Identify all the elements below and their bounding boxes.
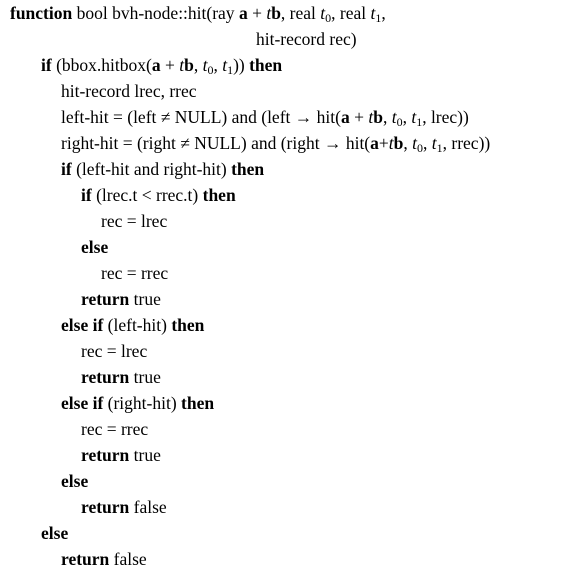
code-text: right-hit = (right ≠ NULL) and (right → hit( <box>61 133 371 153</box>
code-line <box>61 80 197 102</box>
code-line <box>61 392 214 414</box>
code-line <box>61 470 88 492</box>
keyword: then <box>171 315 205 335</box>
subscript: 1 <box>436 141 443 155</box>
code-line <box>61 548 147 570</box>
code-text: true <box>129 289 161 309</box>
code-text: left-hit = (left ≠ NULL) and (left → hit( <box>61 107 341 127</box>
keyword: return <box>81 289 130 309</box>
keyword: if <box>61 159 72 179</box>
code-text: + <box>349 107 369 127</box>
code-text: rec = lrec <box>81 341 148 361</box>
code-text: , lrec)) <box>422 107 469 127</box>
subscript: 0 <box>325 11 332 25</box>
code-text: )) <box>233 55 250 75</box>
keyword: then <box>181 393 215 413</box>
code-line <box>256 28 357 50</box>
code-text: + <box>247 3 267 23</box>
keyword: else <box>81 237 109 257</box>
code-text: t <box>370 3 376 23</box>
code-line <box>101 262 168 284</box>
code-line <box>81 236 108 258</box>
keyword: return <box>81 445 130 465</box>
code-text: , <box>382 107 392 127</box>
code-text: b <box>373 107 383 127</box>
code-line <box>81 184 236 206</box>
code-text: t <box>222 55 228 75</box>
subscript: 0 <box>417 141 423 155</box>
code-text: (left-hit and right-hit) <box>71 159 232 179</box>
code-text: false <box>129 497 167 517</box>
code-line <box>10 2 386 24</box>
keyword: then <box>249 55 283 75</box>
code-line <box>81 496 167 518</box>
code-text: (left-hit) <box>103 315 172 335</box>
keyword: else if <box>61 315 104 335</box>
keyword: else if <box>61 393 104 413</box>
code-text: a <box>340 107 350 127</box>
code-text: false <box>109 549 147 569</box>
keyword: function <box>10 3 73 23</box>
keyword: return <box>81 497 130 517</box>
keyword: return <box>61 549 110 569</box>
code-text: t <box>412 133 417 153</box>
code-text: hit-record lrec, rrec <box>61 81 197 101</box>
code-line <box>81 444 161 466</box>
code-text: t <box>368 107 374 127</box>
code-text: , <box>213 55 223 75</box>
code-text: t <box>388 133 394 153</box>
code-text: , <box>402 107 412 127</box>
subscript: 1 <box>375 11 382 25</box>
code-line <box>41 54 282 76</box>
code-text: a <box>238 3 248 23</box>
keyword: else <box>61 471 89 491</box>
code-text: (right-hit) <box>103 393 182 413</box>
code-line <box>81 418 148 440</box>
code-text: , rrec)) <box>442 133 491 153</box>
code-text: , real <box>331 3 371 23</box>
code-text: rec = lrec <box>101 211 168 231</box>
code-text: , <box>423 133 432 153</box>
code-text: true <box>129 367 161 387</box>
code-line <box>61 132 490 154</box>
code-text: b <box>184 55 194 75</box>
code-text: t <box>179 55 185 75</box>
code-text: bool bvh-node::hit(ray <box>72 3 239 23</box>
code-text: true <box>129 445 161 465</box>
code-line <box>61 314 204 336</box>
code-text: , real <box>280 3 321 23</box>
code-line <box>61 158 264 180</box>
code-text: t <box>431 133 437 153</box>
code-text: , <box>403 133 413 153</box>
keyword: else <box>41 523 69 543</box>
code-text: b <box>393 133 404 153</box>
code-text: , <box>193 55 203 75</box>
keyword: return <box>81 367 130 387</box>
code-line <box>81 340 147 362</box>
code-text: t <box>202 55 208 75</box>
code-text: a <box>370 133 379 153</box>
subscript: 0 <box>207 63 214 77</box>
code-text: t <box>391 107 397 127</box>
subscript: 1 <box>227 63 234 77</box>
code-text: a <box>151 55 161 75</box>
subscript: 1 <box>416 115 423 129</box>
code-text: (lrec.t < rrec.t) <box>91 185 203 205</box>
keyword: then <box>202 185 236 205</box>
code-text: rec = rrec <box>101 263 169 283</box>
code-text: t <box>411 107 417 127</box>
code-text: t <box>320 3 326 23</box>
code-line <box>81 366 161 388</box>
code-text: (bbox.hitbox( <box>51 55 152 75</box>
code-text: t <box>266 3 272 23</box>
keyword: if <box>81 185 92 205</box>
subscript: 0 <box>396 115 403 129</box>
code-line <box>81 288 161 310</box>
code-text: + <box>160 55 180 75</box>
code-text: b <box>271 3 281 23</box>
code-line <box>41 522 68 544</box>
code-line <box>101 210 167 232</box>
code-line <box>61 106 469 128</box>
code-text: rec = rrec <box>81 419 149 439</box>
keyword: if <box>41 55 52 75</box>
code-text: + <box>378 133 389 153</box>
keyword: then <box>231 159 265 179</box>
code-text: hit-record rec) <box>256 29 357 49</box>
code-text: , <box>381 3 386 23</box>
